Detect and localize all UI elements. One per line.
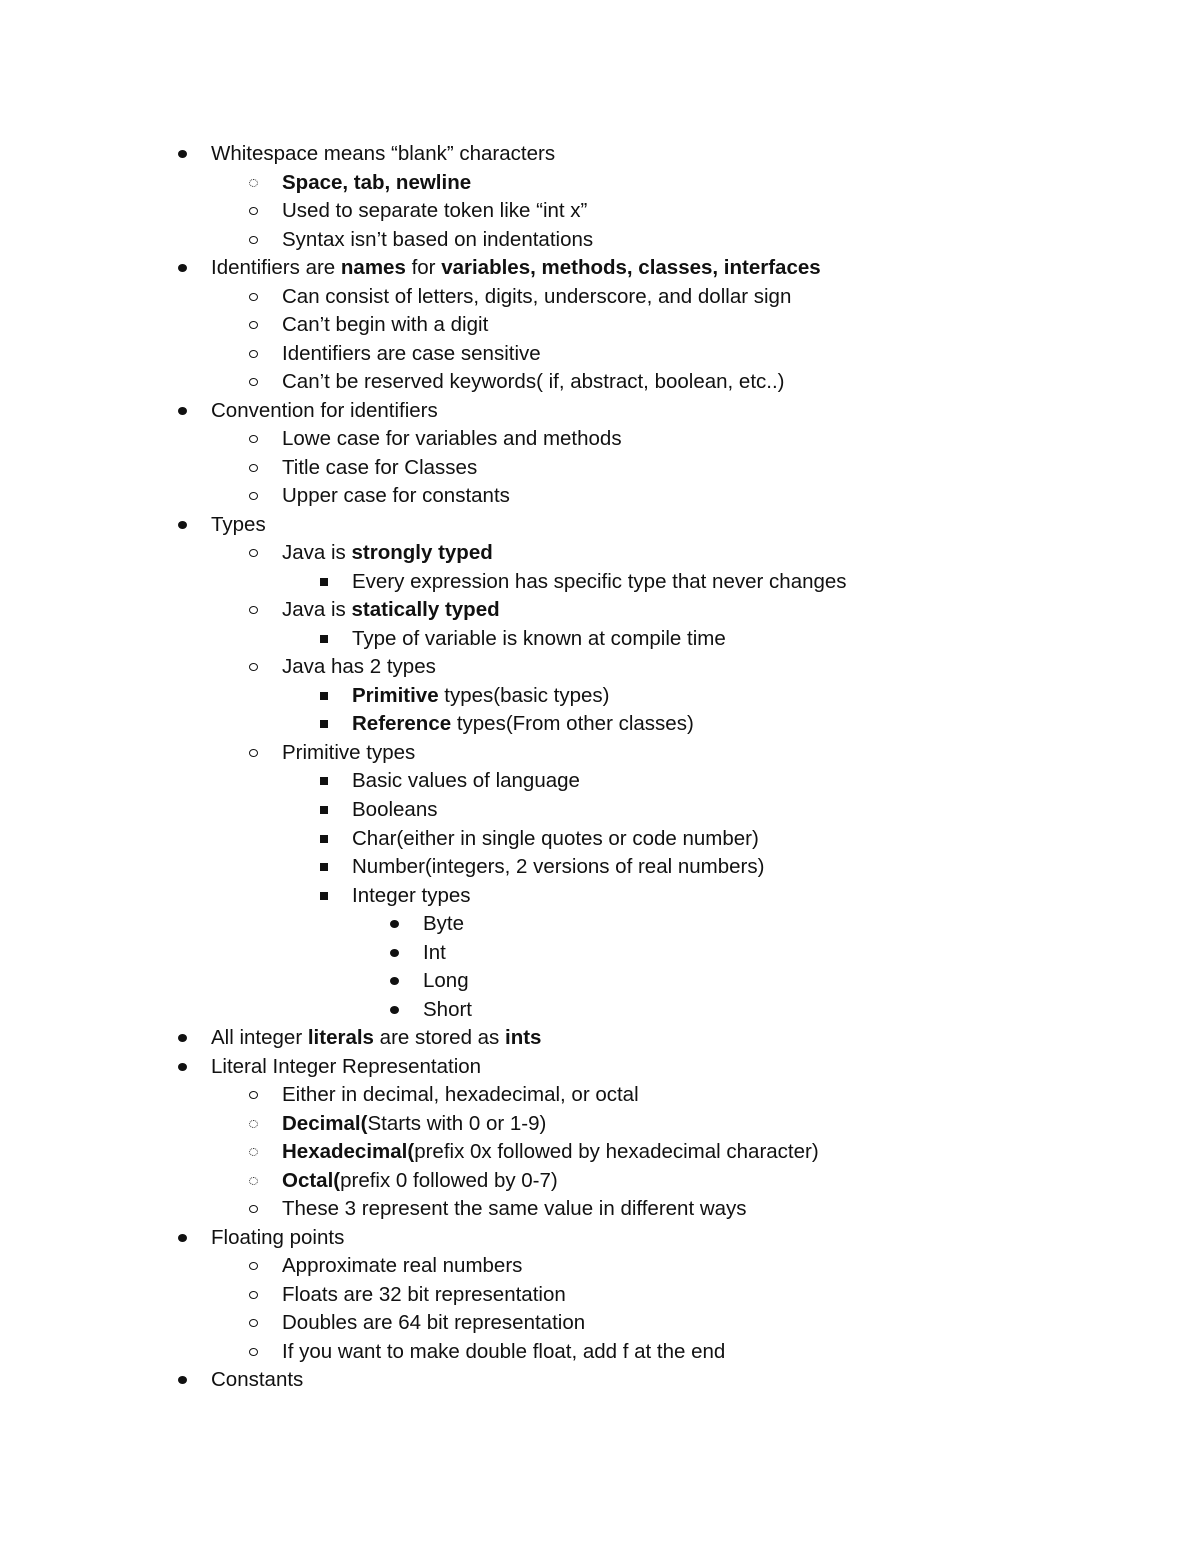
text-run: Can’t be reserved keywords( if, abstract, boolean, etc..) <box>282 370 785 394</box>
circle-marker-icon <box>241 1195 271 1223</box>
square-marker-icon <box>312 882 342 910</box>
bold-text: Space, tab, newline <box>282 170 472 194</box>
bullet-marker-icon <box>170 1224 200 1252</box>
list-item-text <box>423 967 469 995</box>
list-item-text <box>282 311 488 339</box>
text-run: Used to separate token like “int x” <box>282 199 588 222</box>
text-run: These 3 represent the same value in different ways <box>282 1197 747 1221</box>
list-item-text <box>211 254 821 282</box>
list-item-text <box>211 1024 541 1052</box>
list-item-text <box>352 825 759 853</box>
text-run: Whitespace means “blank” characters <box>211 142 556 165</box>
bold-text: ints <box>505 1026 542 1050</box>
text-run: Doubles are 64 bit representation <box>282 1311 586 1335</box>
list-item-text <box>282 1309 585 1337</box>
list-item-text <box>352 710 694 738</box>
circle-marker-icon <box>241 340 271 368</box>
list-item-text <box>282 1252 522 1280</box>
list-item-text <box>282 283 791 311</box>
list-item-text <box>211 511 266 539</box>
list-item-text <box>352 682 610 710</box>
circle-marker-icon <box>241 596 271 624</box>
text-run: Java is <box>282 541 352 565</box>
list-item-text <box>282 340 541 368</box>
circle-marker-icon <box>241 226 271 254</box>
bullet-marker-icon <box>170 1366 200 1394</box>
list-item-text <box>352 853 764 881</box>
text-run: Can’t begin with a digit <box>282 313 489 337</box>
list-item-text <box>352 625 726 653</box>
text-run: Char(either in single quotes or code number) <box>352 826 759 850</box>
text-run: Either in decimal, hexadecimal, or octal <box>282 1083 639 1107</box>
bold-text: names <box>340 256 406 280</box>
circle-marker-icon <box>241 1081 271 1109</box>
circle-marker-icon <box>241 482 271 510</box>
text-run: Lowe case for variables and methods <box>282 427 622 451</box>
list-item-text <box>282 169 471 197</box>
square-marker-icon <box>312 625 342 653</box>
circle-marker-icon <box>241 653 271 681</box>
circle-marker-icon <box>241 311 271 339</box>
list-item-text <box>282 539 493 567</box>
circle-dotted-marker-icon <box>241 1138 271 1166</box>
bullet-marker-icon <box>382 910 412 938</box>
text-run: Short <box>423 997 472 1021</box>
circle-dotted-marker-icon <box>241 169 271 197</box>
bullet-marker-icon <box>382 996 412 1024</box>
list-item-text <box>282 1138 819 1166</box>
text-run: Primitive types <box>282 740 416 764</box>
text-run: Number(integers, 2 versions of real numbers) <box>352 855 765 878</box>
square-marker-icon <box>312 853 342 881</box>
bullet-marker-icon <box>382 939 412 967</box>
text-run: Approximate real numbers <box>282 1254 523 1278</box>
square-marker-icon <box>312 710 342 738</box>
square-marker-icon <box>312 682 342 710</box>
text-run: Long <box>423 969 469 993</box>
list-item-text <box>282 482 510 510</box>
list-item-text <box>352 767 580 795</box>
text-run: Convention for identifiers <box>211 398 438 422</box>
text-run: prefix 0x followed by hexadecimal character) <box>414 1140 819 1164</box>
list-item-text <box>282 226 593 254</box>
text-run: Title case for Classes <box>282 455 478 479</box>
text-run: Booleans <box>352 798 438 821</box>
circle-marker-icon <box>241 425 271 453</box>
text-run: Java is <box>282 598 352 622</box>
circle-marker-icon <box>241 539 271 567</box>
bold-text: literals <box>307 1026 374 1050</box>
list-item-text <box>282 197 587 225</box>
text-run: Integer types <box>352 883 471 907</box>
text-run: Identifiers are <box>211 256 341 280</box>
bullet-marker-icon <box>170 511 200 539</box>
text-run: Type of variable is known at compile time <box>352 626 726 650</box>
text-run: Byte <box>423 912 465 935</box>
text-run: Types <box>211 512 266 536</box>
circle-marker-icon <box>241 368 271 396</box>
bullet-marker-icon <box>382 967 412 995</box>
circle-marker-icon <box>241 283 271 311</box>
text-run: Can consist of letters, digits, underscore, and dollar sign <box>282 284 792 308</box>
text-run: types(basic types) <box>438 683 610 707</box>
list-item-text <box>282 596 500 624</box>
list-item-text <box>352 882 471 910</box>
text-run: Basic values of language <box>352 769 580 793</box>
bullet-marker-icon <box>170 140 200 168</box>
text-run: Java has 2 types <box>282 655 436 679</box>
list-item-text <box>352 796 437 824</box>
list-item-text <box>282 1110 546 1138</box>
circle-marker-icon <box>241 1252 271 1280</box>
bold-text: statically typed <box>351 598 500 622</box>
bullet-marker-icon <box>170 397 200 425</box>
text-run: Syntax isn’t based on indentations <box>282 227 594 251</box>
list-item-text <box>282 739 415 767</box>
list-item-text <box>211 1224 344 1252</box>
bullet-marker-icon <box>170 1024 200 1052</box>
text-run: Starts with 0 or 1-9) <box>367 1111 547 1135</box>
list-item-text <box>211 1053 481 1081</box>
text-run: prefix 0 followed by 0-7) <box>340 1168 558 1192</box>
list-item-text <box>211 1366 303 1394</box>
bold-text: Octal( <box>282 1168 341 1192</box>
bold-text: Hexadecimal( <box>282 1140 415 1164</box>
text-run: Every expression has specific type that never changes <box>352 569 847 593</box>
square-marker-icon <box>312 767 342 795</box>
bold-text: Primitive <box>352 683 439 707</box>
text-run: types(From other classes) <box>451 712 694 736</box>
text-run: Floats are 32 bit representation <box>282 1282 566 1306</box>
list-item-text <box>282 1195 747 1223</box>
text-run: Identifiers are case sensitive <box>282 341 541 365</box>
list-item-text <box>282 425 622 453</box>
text-run: Int <box>423 940 446 964</box>
list-item-text <box>352 568 847 596</box>
text-run: All integer <box>211 1026 308 1050</box>
list-item-text <box>423 996 472 1024</box>
circle-marker-icon <box>241 197 271 225</box>
list-item-text <box>423 910 464 938</box>
circle-marker-icon <box>241 454 271 482</box>
list-item-text <box>282 454 477 482</box>
bullet-marker-icon <box>170 254 200 282</box>
circle-marker-icon <box>241 739 271 767</box>
bold-text: Reference <box>352 712 452 736</box>
list-item-text <box>211 397 438 425</box>
text-run: If you want to make double float, add f at the end <box>282 1339 726 1363</box>
list-item-text <box>282 1338 725 1366</box>
text-run: Floating points <box>211 1225 345 1249</box>
square-marker-icon <box>312 568 342 596</box>
circle-marker-icon <box>241 1281 271 1309</box>
list-item-text <box>282 368 784 396</box>
list-item-text <box>282 1281 566 1309</box>
list-item-text <box>282 653 436 681</box>
text-run: for <box>405 256 442 280</box>
bold-text: variables, methods, classes, interfaces <box>441 256 821 280</box>
text-run: Literal Integer Representation <box>211 1054 482 1078</box>
square-marker-icon <box>312 825 342 853</box>
circle-dotted-marker-icon <box>241 1167 271 1195</box>
square-marker-icon <box>312 796 342 824</box>
bold-text: strongly typed <box>351 541 493 565</box>
circle-dotted-marker-icon <box>241 1110 271 1138</box>
list-item-text <box>282 1167 558 1195</box>
bold-text: Decimal( <box>282 1111 368 1135</box>
text-run: Upper case for constants <box>282 484 510 508</box>
circle-marker-icon <box>241 1338 271 1366</box>
circle-marker-icon <box>241 1309 271 1337</box>
text-run: Constants <box>211 1368 304 1392</box>
list-item-text <box>423 939 446 967</box>
text-run: are stored as <box>373 1026 506 1050</box>
bullet-marker-icon <box>170 1053 200 1081</box>
list-item-text <box>282 1081 639 1109</box>
list-item-text <box>211 140 555 168</box>
